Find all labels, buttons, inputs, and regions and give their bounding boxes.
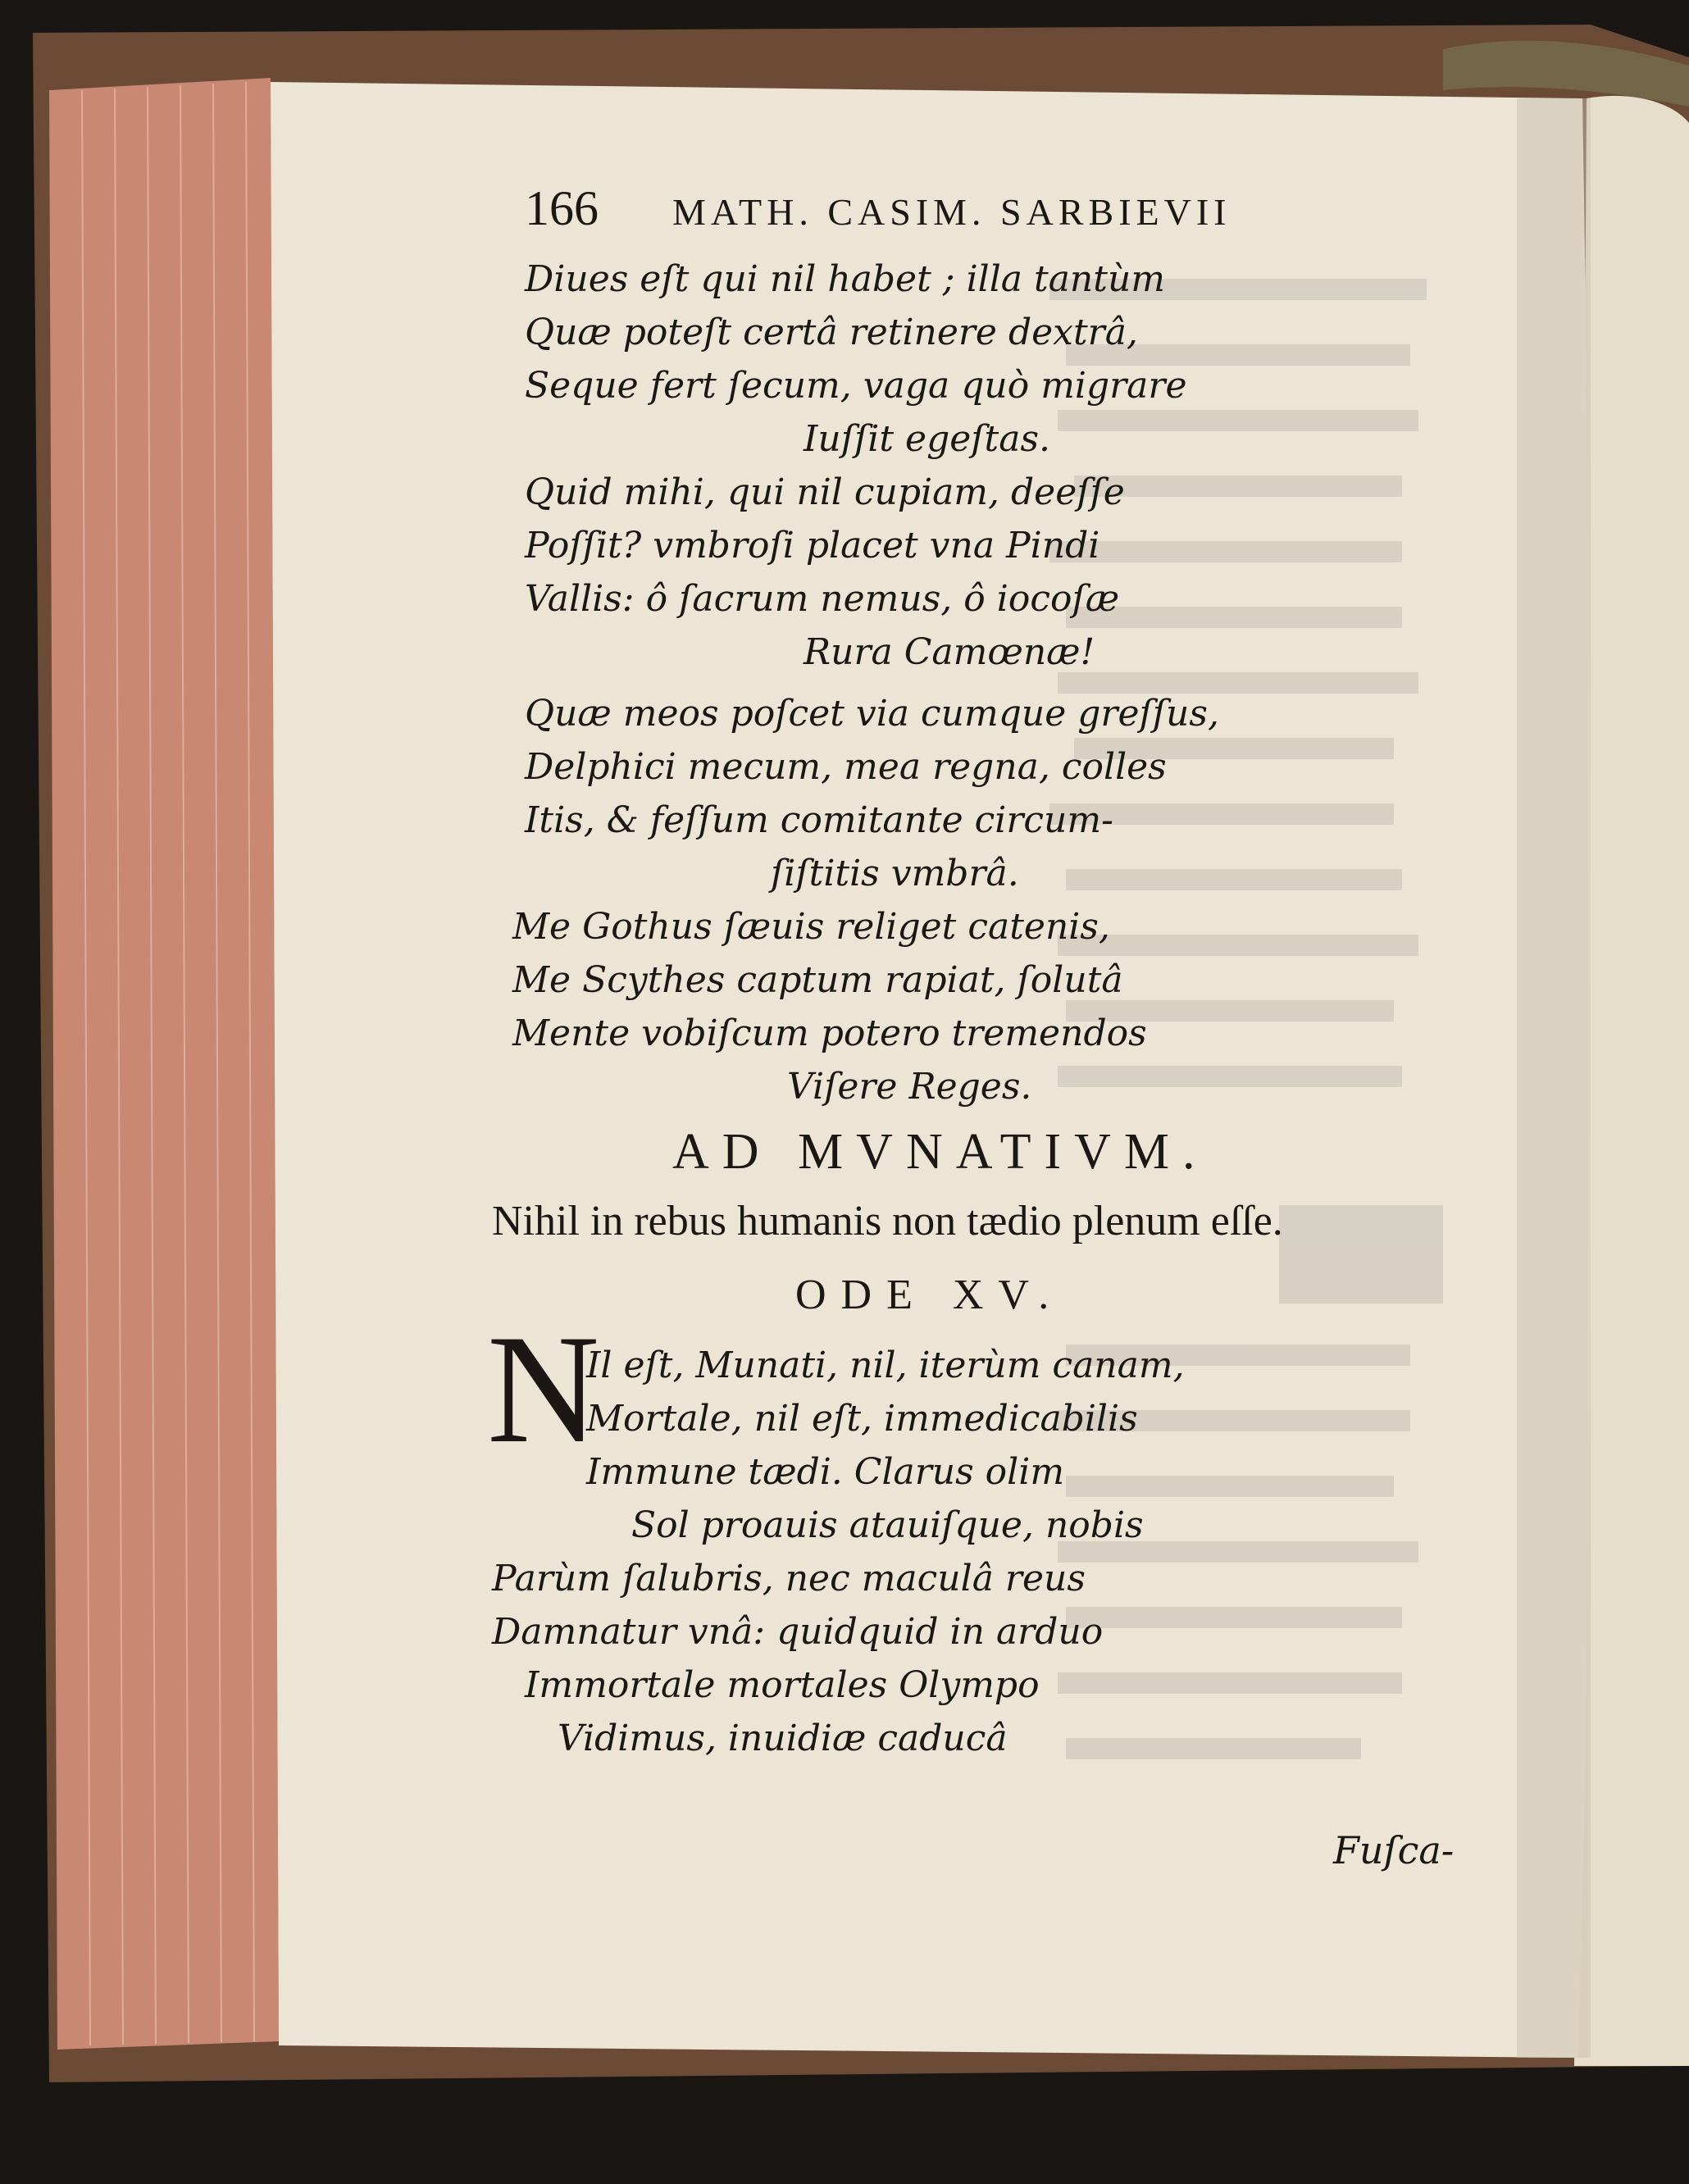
verse-line: Viſere Reges. xyxy=(787,1066,1032,1108)
verse-line: Vallis: ô ſacrum nemus, ô iocoſæ xyxy=(525,578,1120,620)
verse-line: Sol proauis atauiſque, nobis xyxy=(631,1504,1144,1546)
ode-number: ODE XV. xyxy=(795,1272,1064,1318)
catchword: Fuſca- xyxy=(1333,1828,1455,1872)
verse-line: Quæ poteſt certâ retinere dextrâ, xyxy=(525,312,1138,353)
verse-line: Vidimus, inuidiæ caducâ xyxy=(558,1718,1008,1759)
verse-line: Diues eſt qui nil habet ; illa tantùm xyxy=(525,258,1165,300)
verse-line: Immortale mortales Olympo xyxy=(525,1664,1040,1706)
drop-cap: N xyxy=(487,1304,600,1476)
verse-line: Poſſit? vmbroſi placet vna Pindi xyxy=(525,525,1100,566)
verse-line: Mortale, nil eſt, immedicabilis xyxy=(586,1398,1138,1440)
verse-line: Delphici mecum, mea regna, colles xyxy=(525,746,1167,788)
verse-line: Rura Camœnæ! xyxy=(804,631,1095,673)
verse-line: Mente vobiſcum potero tremendos xyxy=(512,1012,1147,1054)
ode-argument: Nihil in rebus humanis non tædio plenum eſſe. xyxy=(492,1198,1283,1244)
verse-line: Seque fert ſecum, vaga quò migrare xyxy=(525,365,1187,407)
page-text xyxy=(476,180,1476,2115)
running-head: MATH. CASIM. SARBIEVII xyxy=(672,191,1231,233)
verse-line: Il eſt, Munati, nil, iterùm canam, xyxy=(586,1345,1185,1386)
verse-line: Me Scythes captum rapiat, ſolutâ xyxy=(512,959,1123,1001)
page-header xyxy=(525,180,1476,246)
verse-line: Damnatur vnâ: quidquid in arduo xyxy=(492,1611,1104,1653)
verse-line: Parùm ſalubris, nec maculâ reus xyxy=(492,1558,1086,1599)
section-title: AD MVNATIVM. xyxy=(672,1124,1209,1180)
verse-line: Me Gothus ſæuis religet catenis, xyxy=(512,906,1110,948)
verse-line: Itis, & feſſum comitante circum- xyxy=(525,799,1113,841)
verse-line: Iuſſit egeſtas. xyxy=(804,418,1051,460)
verse-line: Quæ meos poſcet via cumque greſſus, xyxy=(525,693,1219,735)
page-number: 166 xyxy=(525,181,599,235)
verse-line: Immune tædi. Clarus olim xyxy=(586,1451,1065,1493)
right-page-edge xyxy=(1574,96,1689,2066)
verse-line: ſiſtitis vmbrâ. xyxy=(771,853,1019,894)
verse-line: Quid mihi, qui nil cupiam, deeſſe xyxy=(525,471,1125,513)
